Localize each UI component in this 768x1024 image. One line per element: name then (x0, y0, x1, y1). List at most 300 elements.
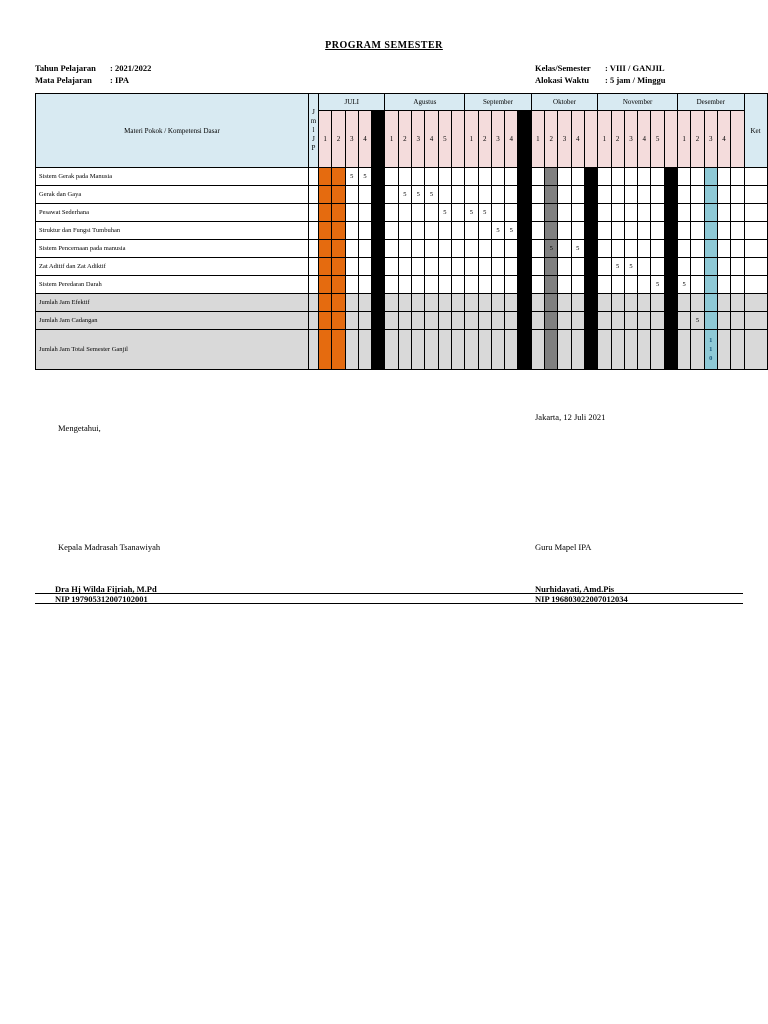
jp-cell (309, 186, 319, 204)
schedule-cell (584, 276, 597, 294)
schedule-cell (478, 258, 491, 276)
schedule-cell (704, 294, 717, 312)
schedule-cell (611, 240, 624, 258)
schedule-cell (704, 222, 717, 240)
schedule-cell (571, 204, 584, 222)
schedule-cell (584, 330, 597, 370)
materi-label: Sistem Peredaran Darah (36, 276, 309, 294)
week-number: 2 (545, 111, 558, 168)
schedule-cell (332, 240, 345, 258)
schedule-cell (438, 240, 451, 258)
week-separator (664, 111, 677, 168)
schedule-cell (385, 186, 398, 204)
summary-label: Jumlah Jam Total Semester Ganjil (36, 330, 309, 370)
hours-cell: 5 (345, 168, 358, 186)
week-separator (731, 111, 744, 168)
summary-label: Jumlah Jam Cadangan (36, 312, 309, 330)
schedule-cell (332, 258, 345, 276)
schedule-cell (465, 222, 478, 240)
schedule-cell (651, 330, 664, 370)
schedule-cell (638, 168, 651, 186)
schedule-cell (345, 240, 358, 258)
schedule-cell (624, 168, 637, 186)
schedule-cell (398, 312, 411, 330)
schedule-cell (531, 312, 544, 330)
jp-cell (309, 312, 319, 330)
place-date: Jakarta, 12 Juli 2021 (535, 412, 606, 422)
schedule-cell (545, 222, 558, 240)
schedule-cell (425, 258, 438, 276)
schedule-cell (571, 294, 584, 312)
schedule-cell (691, 222, 704, 240)
schedule-cell (358, 294, 371, 312)
schedule-cell (545, 204, 558, 222)
schedule-cell (717, 186, 730, 204)
ket-cell (744, 312, 767, 330)
schedule-cell (558, 222, 571, 240)
schedule-cell (531, 204, 544, 222)
schedule-cell (385, 330, 398, 370)
schedule-cell (385, 222, 398, 240)
header-jp (309, 94, 319, 168)
week-separator (372, 111, 385, 168)
week-number: 3 (491, 111, 504, 168)
month-header: November (598, 94, 678, 111)
month-header: September (465, 94, 531, 111)
schedule-cell (678, 186, 691, 204)
schedule-cell (505, 276, 518, 294)
schedule-cell (571, 186, 584, 204)
week-number: 4 (358, 111, 371, 168)
ket-cell (744, 168, 767, 186)
jp-cell (309, 204, 319, 222)
schedule-cell (505, 240, 518, 258)
schedule-cell (478, 222, 491, 240)
schedule-cell (611, 204, 624, 222)
schedule-cell (478, 276, 491, 294)
schedule-cell (345, 258, 358, 276)
summary-row (36, 294, 768, 312)
schedule-cell (412, 168, 425, 186)
schedule-cell (398, 276, 411, 294)
jp-cell (309, 240, 319, 258)
schedule-cell (491, 204, 504, 222)
schedule-cell (425, 204, 438, 222)
schedule-cell (438, 186, 451, 204)
schedule-cell (385, 204, 398, 222)
schedule-cell (358, 276, 371, 294)
schedule-cell (704, 186, 717, 204)
acknowledged-label: Mengetahui, (58, 423, 101, 433)
schedule-cell (358, 222, 371, 240)
schedule-cell (664, 204, 677, 222)
schedule-cell (345, 312, 358, 330)
schedule-cell (531, 330, 544, 370)
schedule-cell (598, 258, 611, 276)
schedule-cell (332, 222, 345, 240)
jp-cell (309, 294, 319, 312)
schedule-cell (638, 330, 651, 370)
schedule-cell (451, 240, 464, 258)
schedule-cell (478, 186, 491, 204)
schedule-cell (358, 330, 371, 370)
schedule-cell (571, 258, 584, 276)
schedule-cell (412, 294, 425, 312)
schedule-cell (704, 204, 717, 222)
schedule-cell (412, 330, 425, 370)
schedule-cell (319, 222, 332, 240)
schedule-cell (425, 240, 438, 258)
summary-row (36, 312, 768, 330)
schedule-cell (664, 240, 677, 258)
week-number: 2 (332, 111, 345, 168)
schedule-cell (664, 186, 677, 204)
schedule-cell (651, 168, 664, 186)
schedule-cell (571, 222, 584, 240)
schedule-cell (584, 258, 597, 276)
schedule-cell (638, 204, 651, 222)
schedule-cell (385, 168, 398, 186)
schedule-cell (558, 312, 571, 330)
schedule-cell (691, 294, 704, 312)
schedule-cell (598, 330, 611, 370)
schedule-cell (545, 276, 558, 294)
schedule-cell (465, 312, 478, 330)
schedule-cell (717, 312, 730, 330)
table-row (36, 240, 768, 258)
schedule-cell (691, 276, 704, 294)
week-number: 1 (678, 111, 691, 168)
schedule-cell (425, 330, 438, 370)
ket-cell (744, 204, 767, 222)
summary-row (36, 330, 768, 370)
week-number: 1 (319, 111, 332, 168)
materi-label: Pesawat Sederhana (36, 204, 309, 222)
schedule-cell (545, 330, 558, 370)
schedule-cell (704, 312, 717, 330)
schedule-cell (571, 312, 584, 330)
hours-cell: 5 (505, 222, 518, 240)
schedule-cell (638, 294, 651, 312)
hours-cell: 5 (678, 276, 691, 294)
schedule-cell (372, 186, 385, 204)
jp-cell (309, 276, 319, 294)
schedule-cell (691, 240, 704, 258)
schedule-cell (545, 294, 558, 312)
schedule-cell (691, 168, 704, 186)
meta-value: : 5 jam / Minggu (605, 75, 666, 85)
schedule-cell (451, 294, 464, 312)
schedule-cell (518, 330, 531, 370)
week-number: 3 (558, 111, 571, 168)
schedule-cell (531, 168, 544, 186)
schedule-cell (505, 204, 518, 222)
schedule-cell (611, 276, 624, 294)
page-title: PROGRAM SEMESTER (325, 40, 443, 51)
schedule-cell (664, 168, 677, 186)
schedule-cell (451, 168, 464, 186)
schedule-cell (531, 276, 544, 294)
schedule-cell (505, 312, 518, 330)
week-number: 2 (691, 111, 704, 168)
header-jp-char: m (310, 117, 317, 125)
schedule-cell (651, 240, 664, 258)
schedule-cell (717, 222, 730, 240)
schedule-cell (717, 258, 730, 276)
meta-value: : 2021/2022 (110, 63, 152, 73)
schedule-cell (731, 330, 744, 370)
week-number: 4 (425, 111, 438, 168)
ket-cell (744, 294, 767, 312)
schedule-cell (372, 240, 385, 258)
hours-cell: 5 (358, 168, 371, 186)
jp-cell (309, 168, 319, 186)
schedule-cell (332, 276, 345, 294)
header-jp-char: P (311, 144, 316, 152)
meta-right (535, 62, 665, 86)
schedule-cell (704, 276, 717, 294)
right-signer-name: Nurhidayati, Amd.Pis (535, 584, 615, 594)
schedule-cell (717, 276, 730, 294)
meta-label: Mata Pelajaran (35, 75, 92, 85)
schedule-cell (598, 204, 611, 222)
schedule-cell (465, 276, 478, 294)
week-number: 4 (571, 111, 584, 168)
schedule-cell (465, 294, 478, 312)
schedule-cell (319, 240, 332, 258)
signature-divider (35, 593, 743, 594)
hours-cell: 5 (651, 276, 664, 294)
schedule-cell (398, 240, 411, 258)
schedule-cell (358, 240, 371, 258)
schedule-cell (345, 276, 358, 294)
schedule-cell (372, 222, 385, 240)
schedule-cell (638, 276, 651, 294)
table-row (36, 222, 768, 240)
schedule-cell (505, 258, 518, 276)
schedule-cell (332, 168, 345, 186)
schedule-cell (451, 276, 464, 294)
meta-label: Alokasi Waktu (535, 75, 589, 85)
week-number: 5 (438, 111, 451, 168)
meta-left (35, 62, 151, 86)
schedule-cell (731, 258, 744, 276)
schedule-cell (717, 240, 730, 258)
schedule-cell (531, 258, 544, 276)
schedule-cell (491, 168, 504, 186)
left-signer-role: Kepala Madrasah Tsanawiyah (58, 542, 161, 552)
hours-cell: 5 (545, 240, 558, 258)
schedule-cell (398, 222, 411, 240)
schedule-cell (584, 294, 597, 312)
schedule-cell (731, 294, 744, 312)
schedule-cell (691, 204, 704, 222)
schedule-cell (584, 312, 597, 330)
total-hours-cell: 1 1 0 (704, 330, 717, 370)
ket-cell (744, 276, 767, 294)
schedule-cell (545, 186, 558, 204)
schedule-cell (518, 168, 531, 186)
week-number: 1 (465, 111, 478, 168)
schedule-cell (731, 168, 744, 186)
meta-value: : IPA (110, 75, 129, 85)
table-row (36, 258, 768, 276)
schedule-cell (664, 330, 677, 370)
meta-value: : VIII / GANJIL (605, 63, 665, 73)
schedule-cell (518, 294, 531, 312)
signature-divider (35, 603, 743, 604)
schedule-cell (584, 186, 597, 204)
schedule-cell (624, 330, 637, 370)
schedule-cell (678, 204, 691, 222)
schedule-cell (678, 258, 691, 276)
schedule-cell (664, 312, 677, 330)
schedule-cell (491, 312, 504, 330)
schedule-cell (425, 168, 438, 186)
schedule-cell (611, 222, 624, 240)
schedule-cell (584, 222, 597, 240)
schedule-cell (491, 186, 504, 204)
schedule-cell (505, 330, 518, 370)
schedule-cell (319, 168, 332, 186)
schedule-cell (425, 222, 438, 240)
table-row (36, 276, 768, 294)
month-header-row (36, 94, 768, 111)
hours-cell: 5 (624, 258, 637, 276)
materi-label: Sistem Gerak pada Manusia (36, 168, 309, 186)
materi-label: Struktur dan Fungsi Tumbuhan (36, 222, 309, 240)
schedule-cell (545, 168, 558, 186)
schedule-cell (731, 222, 744, 240)
schedule-cell (438, 258, 451, 276)
schedule-cell (651, 186, 664, 204)
schedule-cell (611, 294, 624, 312)
schedule-cell (518, 204, 531, 222)
schedule-cell (598, 312, 611, 330)
week-number: 3 (345, 111, 358, 168)
week-number: 4 (717, 111, 730, 168)
schedule-cell (412, 240, 425, 258)
week-separator (451, 111, 464, 168)
schedule-cell (531, 294, 544, 312)
schedule-cell (678, 168, 691, 186)
header-jp-char: l (312, 126, 315, 134)
schedule-cell (465, 186, 478, 204)
schedule-cell (638, 240, 651, 258)
schedule-cell (465, 330, 478, 370)
schedule-cell (465, 240, 478, 258)
left-signer-name: Dra Hj Wilda Fijriah, M.Pd (55, 584, 157, 594)
schedule-cell (651, 204, 664, 222)
schedule-cell (678, 330, 691, 370)
header-ket: Ket (744, 94, 767, 168)
schedule-cell (691, 186, 704, 204)
schedule-cell (412, 258, 425, 276)
week-number: 4 (638, 111, 651, 168)
month-header: Desember (678, 94, 744, 111)
schedule-cell (438, 276, 451, 294)
week-number: 5 (651, 111, 664, 168)
schedule-cell (558, 258, 571, 276)
header-jp-char: J (312, 135, 315, 143)
ket-cell (744, 240, 767, 258)
schedule-cell (704, 258, 717, 276)
schedule-cell (518, 276, 531, 294)
schedule-cell (372, 204, 385, 222)
schedule-cell (332, 330, 345, 370)
schedule-cell (558, 276, 571, 294)
schedule-cell (624, 294, 637, 312)
schedule-cell (531, 240, 544, 258)
schedule-cell (691, 330, 704, 370)
schedule-cell (385, 276, 398, 294)
schedule-cell (717, 330, 730, 370)
meta-label: Kelas/Semester (535, 63, 591, 73)
schedule-cell (731, 204, 744, 222)
schedule-cell (678, 294, 691, 312)
schedule-cell (478, 294, 491, 312)
semester-schedule-table (35, 93, 768, 370)
schedule-cell (678, 312, 691, 330)
right-signer-role: Guru Mapel IPA (535, 542, 592, 552)
schedule-cell (412, 222, 425, 240)
schedule-cell (451, 330, 464, 370)
hours-cell: 5 (465, 204, 478, 222)
schedule-cell (558, 240, 571, 258)
schedule-cell (319, 330, 332, 370)
schedule-cell (345, 222, 358, 240)
schedule-cell (465, 258, 478, 276)
header-materi: Materi Pokok / Kompetensi Dasar (36, 94, 309, 168)
schedule-cell (691, 258, 704, 276)
schedule-cell (624, 276, 637, 294)
schedule-cell (332, 294, 345, 312)
schedule-cell (571, 330, 584, 370)
schedule-cell (425, 294, 438, 312)
schedule-cell (385, 294, 398, 312)
schedule-cell (319, 204, 332, 222)
schedule-cell (345, 204, 358, 222)
hours-cell: 5 (478, 204, 491, 222)
schedule-cell (438, 222, 451, 240)
schedule-cell (598, 294, 611, 312)
schedule-cell (518, 312, 531, 330)
schedule-cell (412, 276, 425, 294)
week-number: 1 (598, 111, 611, 168)
schedule-cell (584, 240, 597, 258)
schedule-cell (505, 168, 518, 186)
month-header: JULI (319, 94, 385, 111)
table-row (36, 168, 768, 186)
schedule-cell (558, 186, 571, 204)
schedule-cell (385, 240, 398, 258)
schedule-cell (491, 330, 504, 370)
week-number: 3 (624, 111, 637, 168)
schedule-cell (651, 294, 664, 312)
schedule-cell (611, 330, 624, 370)
schedule-cell (385, 312, 398, 330)
schedule-cell (358, 312, 371, 330)
week-number: 1 (531, 111, 544, 168)
schedule-cell (598, 222, 611, 240)
hours-cell: 5 (611, 258, 624, 276)
schedule-cell (372, 330, 385, 370)
schedule-cell (611, 312, 624, 330)
schedule-cell (624, 240, 637, 258)
schedule-cell (438, 168, 451, 186)
schedule-cell (651, 222, 664, 240)
ket-cell (744, 258, 767, 276)
